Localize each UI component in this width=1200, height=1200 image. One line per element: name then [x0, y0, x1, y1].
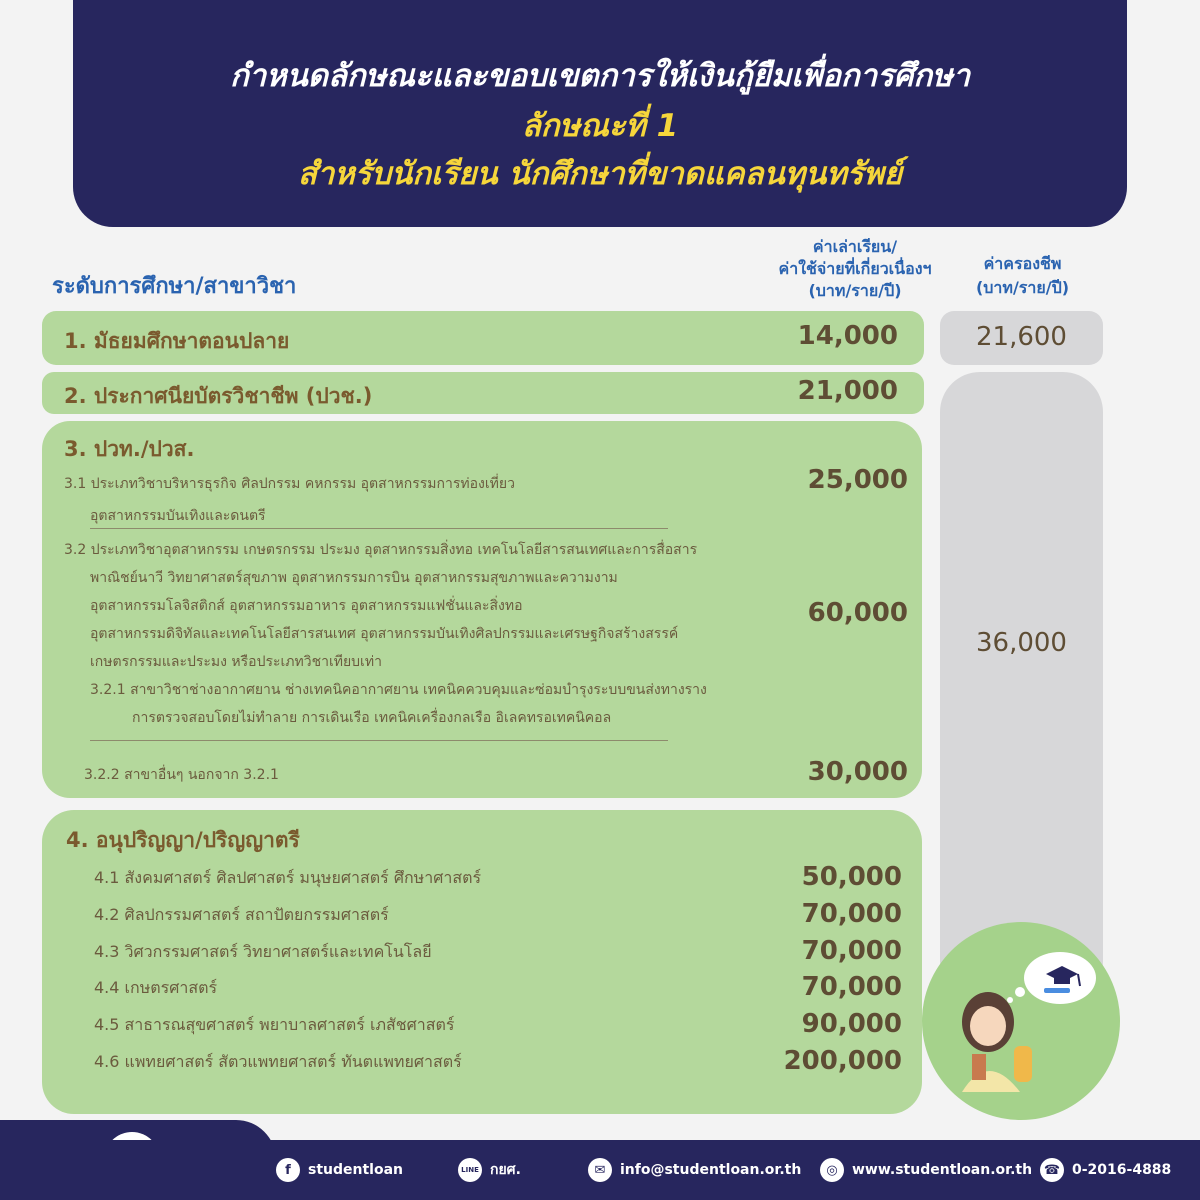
- section-3-1-line-1: 3.1 ประเภทวิชาบริหารธุรกิจ ศิลปกรรม คหกรรม อุตสาหกรรมการท่องเที่ยว: [64, 476, 515, 492]
- title-line-1: กำหนดลักษณะและขอบเขตการให้เงินกู้ยืมเพื่อการศึกษา: [229, 58, 971, 94]
- row-vocational-certificate: [42, 372, 924, 414]
- section-3-1-fee: 25,000: [807, 465, 908, 495]
- column-header-living: [950, 252, 1095, 300]
- title-line-3: สำหรับนักเรียน นักศึกษาที่ขาดแคลนทุนทรัพย์: [297, 156, 903, 192]
- row-bachelor-degree: [42, 810, 922, 1114]
- row-upper-secondary: [42, 311, 924, 365]
- title-line-2: ลักษณะที่ 1: [521, 108, 679, 144]
- website-label: www.studentloan.or.th: [852, 1162, 1033, 1178]
- student-illustration: [922, 922, 1120, 1120]
- row-2-fee: 21,000: [797, 376, 898, 406]
- degree-item-label: 4.4 เกษตรศาสตร์: [94, 978, 218, 997]
- column-header-fee-line-1: ค่าเล่าเรียน/: [812, 237, 898, 256]
- divider: [90, 528, 668, 529]
- footer-website[interactable]: [820, 1158, 1032, 1182]
- column-header-fee-line-3: (บาท/ราย/ปี): [808, 281, 902, 300]
- degree-item-label: 4.2 ศิลปกรรมศาสตร์ สถาปัตยกรรมศาสตร์: [94, 905, 389, 924]
- row-3-title: 3. ปวท./ปวส.: [64, 437, 195, 461]
- degree-item-label: 4.3 วิศวกรรมศาสตร์ วิทยาศาสตร์และเทคโนโลยี: [94, 942, 432, 961]
- row-1-fee: 14,000: [797, 321, 898, 351]
- degree-item-label: 4.6 แพทยศาสตร์ สัตวแพทยศาสตร์ ทันตแพทยศาสตร์: [94, 1052, 462, 1071]
- globe-icon: ◎: [820, 1158, 844, 1182]
- footer-line[interactable]: [458, 1158, 521, 1182]
- section-3-2-line-5: เกษตรกรรมและประมง หรือประเภทวิชาเทียบเท่า: [90, 654, 382, 670]
- section-3-2-fee: 60,000: [807, 598, 908, 628]
- degree-item-fee: 50,000: [801, 862, 902, 892]
- degree-item-fee: 90,000: [801, 1009, 902, 1039]
- column-header-living-line-1: ค่าครองชีพ: [983, 254, 1062, 273]
- degree-item-fee: 200,000: [783, 1046, 902, 1076]
- section-3-2-line-3: อุตสาหกรรมโลจิสติกส์ อุตสาหกรรมอาหาร อุตสาหกรรมแฟชั่นและสิ่งทอ: [90, 598, 523, 614]
- phone-label: 0-2016-4888: [1072, 1162, 1172, 1178]
- row-2-title: 2. ประกาศนียบัตรวิชาชีพ (ปวช.): [64, 384, 373, 408]
- degree-item-fee: 70,000: [801, 936, 902, 966]
- section-3-2-2-fee: 30,000: [807, 757, 908, 787]
- email-icon: ✉: [588, 1158, 612, 1182]
- footer-email[interactable]: [588, 1158, 801, 1182]
- row-1-title: 1. มัธยมศึกษาตอนปลาย: [64, 329, 290, 353]
- section-3-2-2-label: 3.2.2 สาขาอื่นๆ นอกจาก 3.2.1: [84, 767, 279, 783]
- phone-icon: ☎: [1040, 1158, 1064, 1182]
- row-4-title: 4. อนุปริญญา/ปริญญาตรี: [66, 828, 300, 852]
- section-3-2-line-1: 3.2 ประเภทวิชาอุตสาหกรรม เกษตรกรรม ประมง อุตสาหกรรมสิ่งทอ เทคโนโลยีสารสนเทศและการสื่อสาร: [64, 542, 698, 558]
- section-3-2-line-4: อุตสาหกรรมดิจิทัลและเทคโนโลยีสารสนเทศ อุตสาหกรรมบันเทิงศิลปกรรมและเศรษฐกิจสร้างสรรค์: [90, 626, 679, 642]
- column-header-fee: [760, 236, 950, 302]
- degree-item-fee: 70,000: [801, 899, 902, 929]
- degree-item-label: 4.5 สาธารณสุขศาสตร์ พยาบาลศาสตร์ เภสัชศาสตร์: [94, 1015, 455, 1034]
- column-header-living-line-2: (บาท/ราย/ปี): [975, 278, 1070, 297]
- footer-phone[interactable]: [1040, 1158, 1171, 1182]
- divider: [90, 740, 668, 741]
- section-3-2-1-line-1: 3.2.1 สาขาวิชาช่างอากาศยาน ช่างเทคนิคอากาศยาน เทคนิคควบคุมและซ่อมบำรุงระบบขนส่งทางราง: [90, 682, 707, 698]
- living-cost-value-shared: 36,000: [976, 628, 1067, 658]
- degree-item-label: 4.1 สังคมศาสตร์ ศิลปศาสตร์ มนุษยศาสตร์ ศึกษาศาสตร์: [94, 868, 482, 887]
- living-cost-value-1: 21,600: [976, 322, 1067, 352]
- line-label: กยศ.: [490, 1162, 521, 1178]
- facebook-label: studentloan: [308, 1162, 403, 1178]
- footer-facebook[interactable]: [276, 1158, 403, 1182]
- degree-item-fee: 70,000: [801, 972, 902, 1002]
- line-icon: LINE: [458, 1158, 482, 1182]
- section-3-2-1-line-2: การตรวจสอบโดยไม่ทำลาย การเดินเรือ เทคนิคเครื่องกลเรือ อิเลคทรอเทคนิคอล: [132, 710, 612, 726]
- living-cost-row-1: [940, 311, 1103, 365]
- section-3-1-line-2: อุตสาหกรรมบันเทิงและดนตรี: [90, 508, 266, 524]
- facebook-icon: f: [276, 1158, 300, 1182]
- column-header-level: ระดับการศึกษา/สาขาวิชา: [52, 274, 297, 299]
- row-higher-vocational: [42, 421, 922, 798]
- living-cost-shared: [940, 372, 1103, 1002]
- column-header-fee-line-2: ค่าใช้จ่ายที่เกี่ยวเนื่องฯ: [778, 259, 932, 278]
- title-banner: [73, 0, 1127, 227]
- email-label: info@studentloan.or.th: [620, 1162, 802, 1178]
- section-3-2-line-2: พาณิชย์นาวี วิทยาศาสตร์สุขภาพ อุตสาหกรรมการบิน อุตสาหกรรมสุขภาพและความงาม: [90, 570, 618, 586]
- student-thinking-icon: [922, 922, 1120, 1120]
